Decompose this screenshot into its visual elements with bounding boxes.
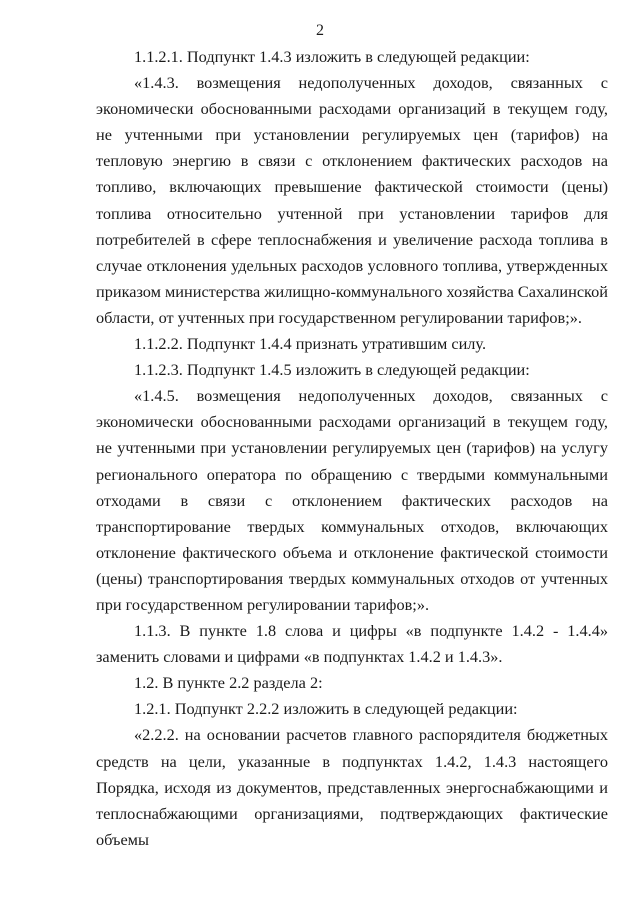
paragraph-1-1-2-3: 1.1.2.3. Подпункт 1.4.5 изложить в следующей редакции: xyxy=(134,360,530,380)
page-number: 2 xyxy=(316,22,324,39)
paragraph-1-1-3: 1.1.3. В пункте 1.8 слова и цифры «в подпункте 1.4.2 - 1.4.4» заменить словами и цифрами «в подпунктах 1.4.2 и 1.4.3». xyxy=(96,621,608,667)
paragraph-quote-1-4-5: «1.4.5. возмещения недополученных доходов, связанных с экономически обоснованными расходами организаций в текущем году, не учтенными при установлении регулируемых цен (тарифов) на услугу регионального оператора по обращению с твердыми коммунальными отходами в связи с отклонением фактических расходов на транспортирование твердых коммунальных отходов, включающих отклонение фактического объема и отклонение фактической стоимости (цены) транспортирования твердых коммунальных отходов от учтенных при государственном регулировании тарифов;». xyxy=(96,386,608,614)
paragraph-1-2: 1.2. В пункте 2.2 раздела 2: xyxy=(134,673,323,693)
document-body xyxy=(96,44,608,853)
paragraph-quote-2-2-2: «2.2.2. на основании расчетов главного распорядителя бюджетных средств на цели, указанные в подпунктах 1.4.2, 1.4.3 настоящего Порядка, исходя из документов, представленных энергоснабжающими и теплоснабжающими организациями, подтверждающих фактические объемы xyxy=(96,725,608,849)
paragraph-1-2-1: 1.2.1. Подпункт 2.2.2 изложить в следующей редакции: xyxy=(134,699,518,719)
paragraph-1-1-2-2: 1.1.2.2. Подпункт 1.4.4 признать утратившим силу. xyxy=(134,334,487,354)
paragraph-1-1-2-1: 1.1.2.1. Подпункт 1.4.3 изложить в следующей редакции: xyxy=(134,47,530,66)
paragraph-quote-1-4-3: «1.4.3. возмещения недополученных доходов, связанных с экономически обоснованными расходами организаций в текущем году, не учтенными при установлении регулируемых цен (тарифов) на тепловую энергию в связи с отклонением фактических расходов на топливо, включающих превышение фактической стоимости (цены) топлива относительно учтенной при установлении тарифов для потребителей в сфере теплоснабжения и увеличение расхода топлива в случае отклонения удельных расходов условного топлива, утвержденных приказом министерства жилищно-коммунального хозяйства Сахалинской области, от учтенных при государственном регулировании тарифов;». xyxy=(96,73,608,327)
